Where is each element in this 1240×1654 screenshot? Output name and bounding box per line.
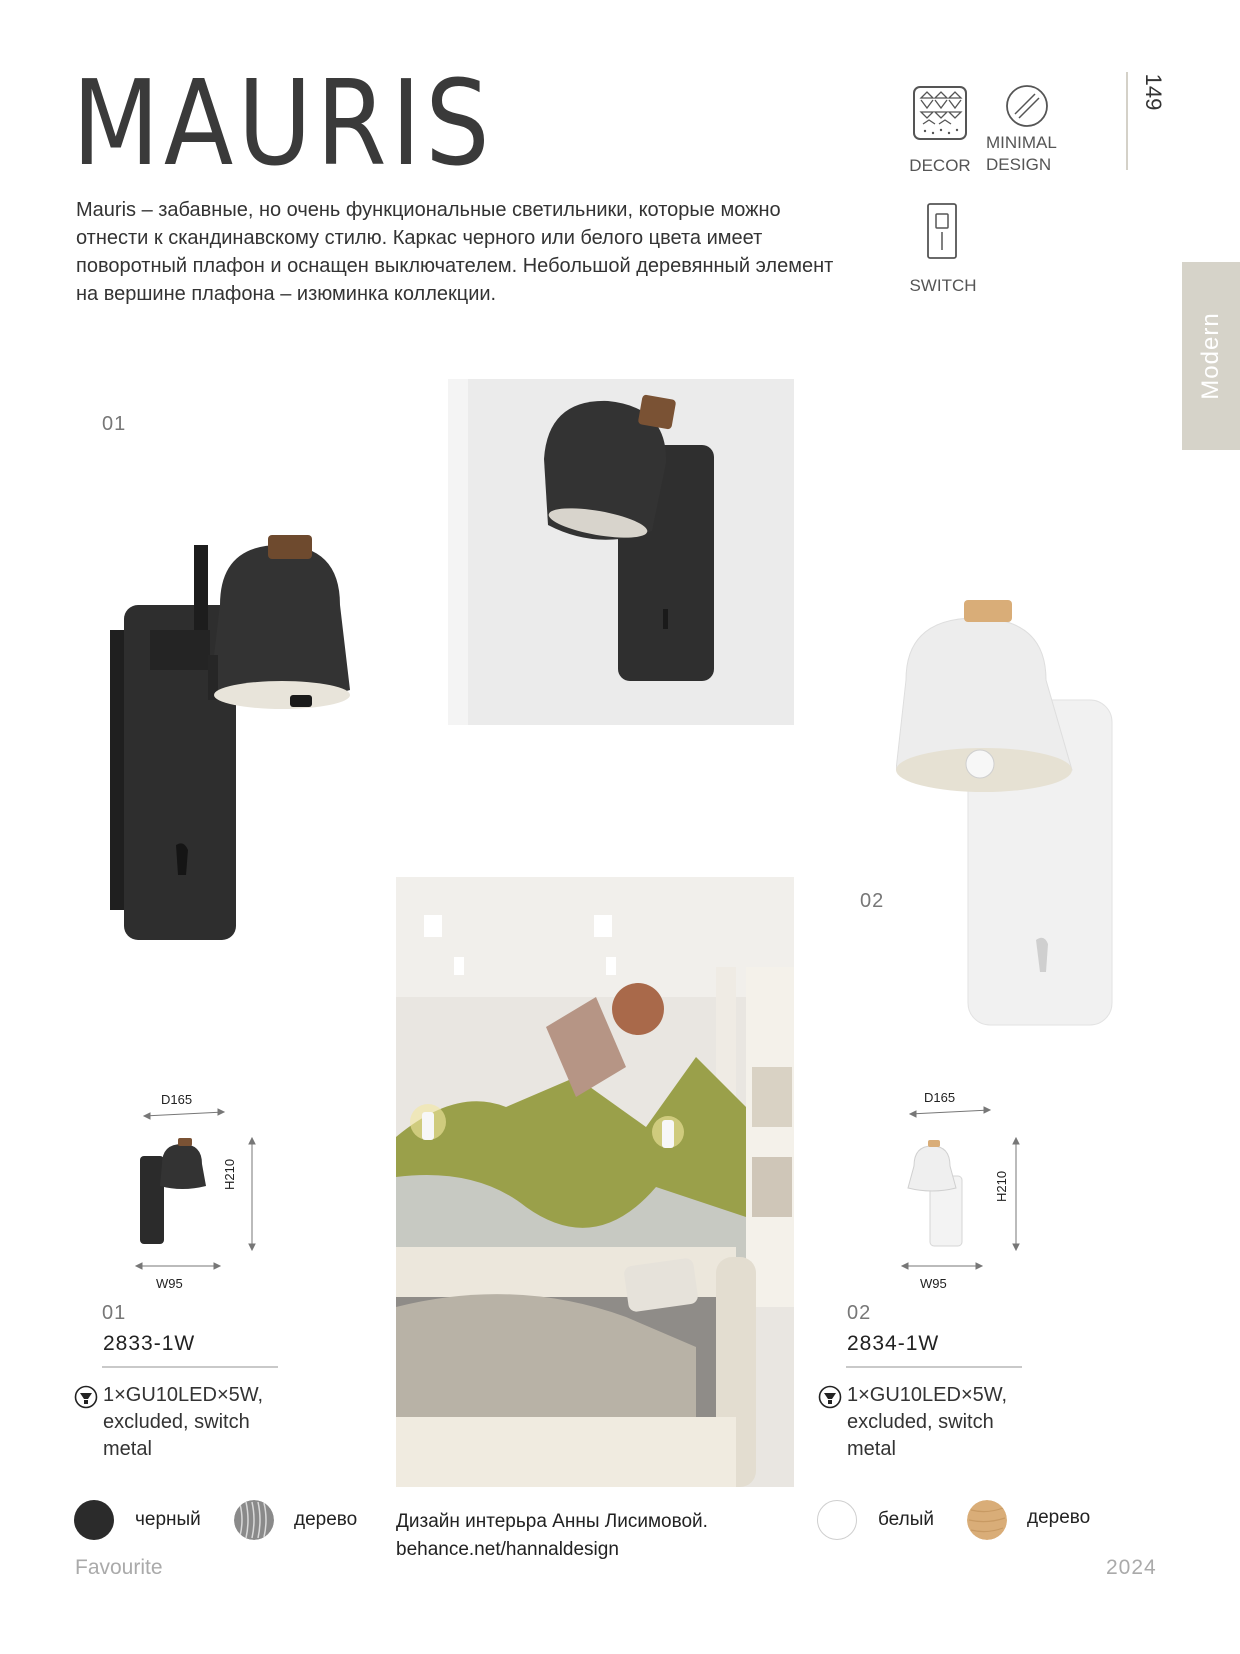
caption-link[interactable]: behance.net/hannaldesign — [396, 1539, 619, 1560]
caption-line1: Дизайн интерьра Анны Лисимовой. — [396, 1511, 708, 1532]
lamp-bulb-icon — [74, 1385, 98, 1409]
page-title: MAURIS — [72, 54, 494, 192]
product-02-spec-line2: excluded, switch — [847, 1411, 994, 1433]
product-02-width-dimension: W95 — [920, 1276, 947, 1291]
product-02-photo-number: 02 — [860, 890, 885, 912]
product-02-spec — [847, 1382, 1007, 1463]
product-01-spec-line2: excluded, switch — [103, 1411, 250, 1433]
minimal-label-line1: MINIMAL — [986, 133, 1057, 152]
interior-photo-caption — [396, 1508, 708, 1564]
product-02-depth-dimension: D165 — [924, 1090, 956, 1105]
section-tab-label: Modern — [1197, 312, 1224, 400]
section-tab[interactable] — [1182, 262, 1240, 450]
product-02-height-dimension: H210 — [994, 1170, 1009, 1202]
product-02-number: 02 — [847, 1302, 872, 1324]
color-swatch-wood-natural — [967, 1500, 1007, 1540]
color-swatch-wood-grey — [234, 1500, 274, 1540]
minimal-label-line2: DESIGN — [986, 155, 1052, 174]
product-01-model: 2833-1W — [103, 1332, 196, 1355]
product-01-depth-dimension: D165 — [161, 1092, 193, 1107]
color-label-wood-2: дерево — [1027, 1507, 1091, 1528]
lamp-bulb-icon — [818, 1385, 842, 1409]
minimal-design-icon — [1005, 84, 1049, 128]
footer-year: 2024 — [1106, 1556, 1157, 1579]
switch-icon — [926, 202, 958, 260]
color-label-white: белый — [878, 1509, 934, 1530]
product-01-number: 01 — [102, 1302, 127, 1324]
decor-label: DECOR — [909, 156, 971, 175]
interior-bedroom-photo — [396, 877, 794, 1487]
product-01-dimension-drawing — [132, 1108, 262, 1288]
product-02-lamp-image — [896, 600, 1120, 1030]
color-swatch-black — [74, 1500, 114, 1540]
color-label-black: черный — [135, 1509, 201, 1530]
product-01-spec-line1: 1×GU10LED×5W, — [103, 1384, 264, 1406]
product-01-spec — [103, 1382, 263, 1463]
product-02-divider — [846, 1366, 1022, 1368]
collection-description: Mauris – забавные, но очень функциональные светильники, которые можно отнести к скандинавскому стилю. Каркас черного или белого цвета имеет поворотный плафон и оснащен выключателем. Небольшой деревянный элемент на вершине плафона – изюминка коллекции. — [76, 199, 834, 305]
product-02-model: 2834-1W — [847, 1332, 940, 1355]
product-01-spec-line3: metal — [103, 1438, 152, 1460]
minimal-design-label — [986, 132, 1072, 176]
lamp-wall-photo — [448, 379, 794, 725]
product-01-lamp-image — [110, 535, 400, 945]
footer-brand: Favourite — [75, 1556, 163, 1579]
product-01-divider — [102, 1366, 278, 1368]
product-01-width-dimension: W95 — [156, 1276, 183, 1291]
color-swatch-white — [817, 1500, 857, 1540]
product-02-spec-line3: metal — [847, 1438, 896, 1460]
page-number: 149 — [1141, 73, 1166, 111]
switch-label: SWITCH — [909, 276, 977, 295]
product-02-spec-line1: 1×GU10LED×5W, — [847, 1384, 1008, 1406]
product-01-height-dimension: H210 — [222, 1158, 237, 1190]
decor-pattern-icon — [913, 86, 967, 140]
color-label-wood-1: дерево — [294, 1509, 358, 1530]
product-01-photo-number: 01 — [102, 413, 127, 435]
